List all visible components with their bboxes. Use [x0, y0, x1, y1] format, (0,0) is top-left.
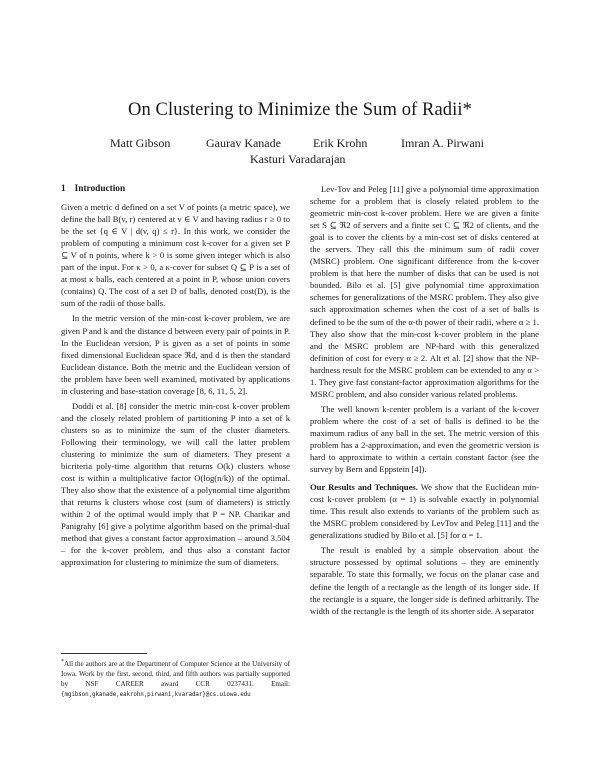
paragraph: In the metric version of the min-cost k-cover problem, we are given P and k and the distance d between every pair of points in P. In the Euclidean version, P is given as a set of points in some fixed dimensional Euclidean space ℜd, and d is then the standard Euclidean distance. Both the metric and the Euclidean version of the problem have been well examined, motivated by applications in clustering and base-station coverage [8, 6, 11, 5, 2]. [61, 313, 290, 396]
results-text: We show that the Euclidean min-cost k-cover problem (α = 1) is solvable exactly in polynomial time. This result also extends to variants of the problem such as the MSRC problem considered by LevTov and Peleg [11] and the generalizations studied by Bilo et al. [5] for α = 1. [310, 482, 539, 541]
footnote [61, 657, 290, 700]
run-in-heading: Our Results and Techniques. [310, 482, 418, 493]
footnote-email: {mgibson,gkanade,eakrohn,pirwani,kvaradar}@cs.uiowa.edu [61, 692, 251, 699]
footnote-rule [61, 653, 147, 654]
author-name: Erik Krohn [313, 136, 368, 150]
paper-title: On Clustering to Minimize the Sum of Radii* [128, 100, 472, 120]
footnote-text: All the authors are at the Department of Computer Science at the University of Iowa. Work by the first, second, third, and fifth authors was partially supported by NSF CAREER award CCR 0237431. Email: [61, 660, 290, 689]
right-column [310, 183, 539, 620]
section-title: Introduction [74, 184, 126, 194]
author-name: Imran A. Pirwani [401, 136, 484, 150]
footnote-mark: * [61, 659, 64, 665]
author-name: Kasturi Varadarajan [250, 152, 346, 166]
paragraph: The well known k-center problem is a variant of the k-cover problem where the cost of a set of balls is defined to be the maximum radius of any ball in the set. The metric version of this problem has a 2-approximation, and even the geometric version is hard to approximate to within a certain constant factor (see the survey by Bern and Eppstein [4]). [310, 403, 539, 475]
paragraph: Given a metric d defined on a set V of points (a metric space), we define the ball B(v, r) centered at v ∈ V and having radius r ≥ 0 to be the set {q ∈ V | d(v, q) ≤ r}. In this work, we consider the problem of computing a minimum cost k-cover for a given set P ⊆ V of n points, where k > 0 is some given integer which is also part of the input. For κ > 0, a κ-cover for subset Q ⊆ P is a set of at most κ balls, each centered at a point in P, whose union covers (contains) Q. The cost of a set D of balls, denoted cost(D), is the sum of the radii of those balls. [61, 202, 290, 309]
author-name: Gaurav Kanade [206, 136, 281, 150]
section-heading [61, 183, 290, 195]
paragraph: Doddi et al. [8] consider the metric min-cost k-cover problem and the closely related problem of partitioning P into a set of k clusters so as to minimize the sum of the cluster diameters. Following their terminology, we will call the latter problem clustering to minimize the sum of diameters. They present a bicriteria poly-time algorithm that returns O(k) clusters whose cost is within a multiplicative factor O(log(n/k)) of the optimal. They also show that the existence of a polynomial time algorithm that returns k clusters whose cost (sum of diameters) is strictly within 2 of the optimal would imply that P = NP. Charikar and Panigrahy [6] give a polytime algorithm based on the primal-dual method that gives a constant factor approximation – around 3.504 – for the k-cover problem, and thus also a constant factor approximation for clustering to minimize the sum of diameters. [61, 400, 290, 568]
section-number: 1 [61, 184, 66, 194]
results-paragraph [310, 481, 539, 541]
paragraph: Lev-Tov and Peleg [11] give a polynomial time approximation scheme for a problem that is closely related problem to the geometric min-cost k-cover problem. Here we are given a finite set S ⊆ ℜ2 of servers and a finite set C ⊆ ℜ2 of clients, and the goal is to cover the clients by a min-cost set of disks centered at the servers. They call this the minimum sum of radii cover (MSRC) problem. One significant difference from the k-cover problem is that here the number of disks that can be used is not bounded. Bilo et al. [5] give polynomial time approximation schemes for generalizations of the MSRC problem. They also give such approximation schemes when the cost of a set of balls is defined to be the sum of the α-th power of their radii, where α ≥ 1. They also show that the min-cost k-cover problem in the plane and the MSRC problem are NP-hard with this generalized definition of cost for every α ≥ 2. Alt et al. [2] show that the NP-hardness result for the MSRC problem can be extended to any α > 1. They give fast constant-factor approximation algorithms for the MSRC problem, and also consider various related problems. [310, 184, 539, 399]
author-name: Matt Gibson [110, 136, 171, 150]
left-column [61, 183, 290, 571]
paragraph: The result is enabled by a simple observation about the structure possessed by optimal solutions – they are eminently separable. To state this formally, we focus on the planar case and define the length of a rectangle as the length of its longer side. If the rectangle is a square, the longer side is defined arbitrarily. The width of the rectangle is the length of its shorter side. A separator [310, 545, 539, 616]
